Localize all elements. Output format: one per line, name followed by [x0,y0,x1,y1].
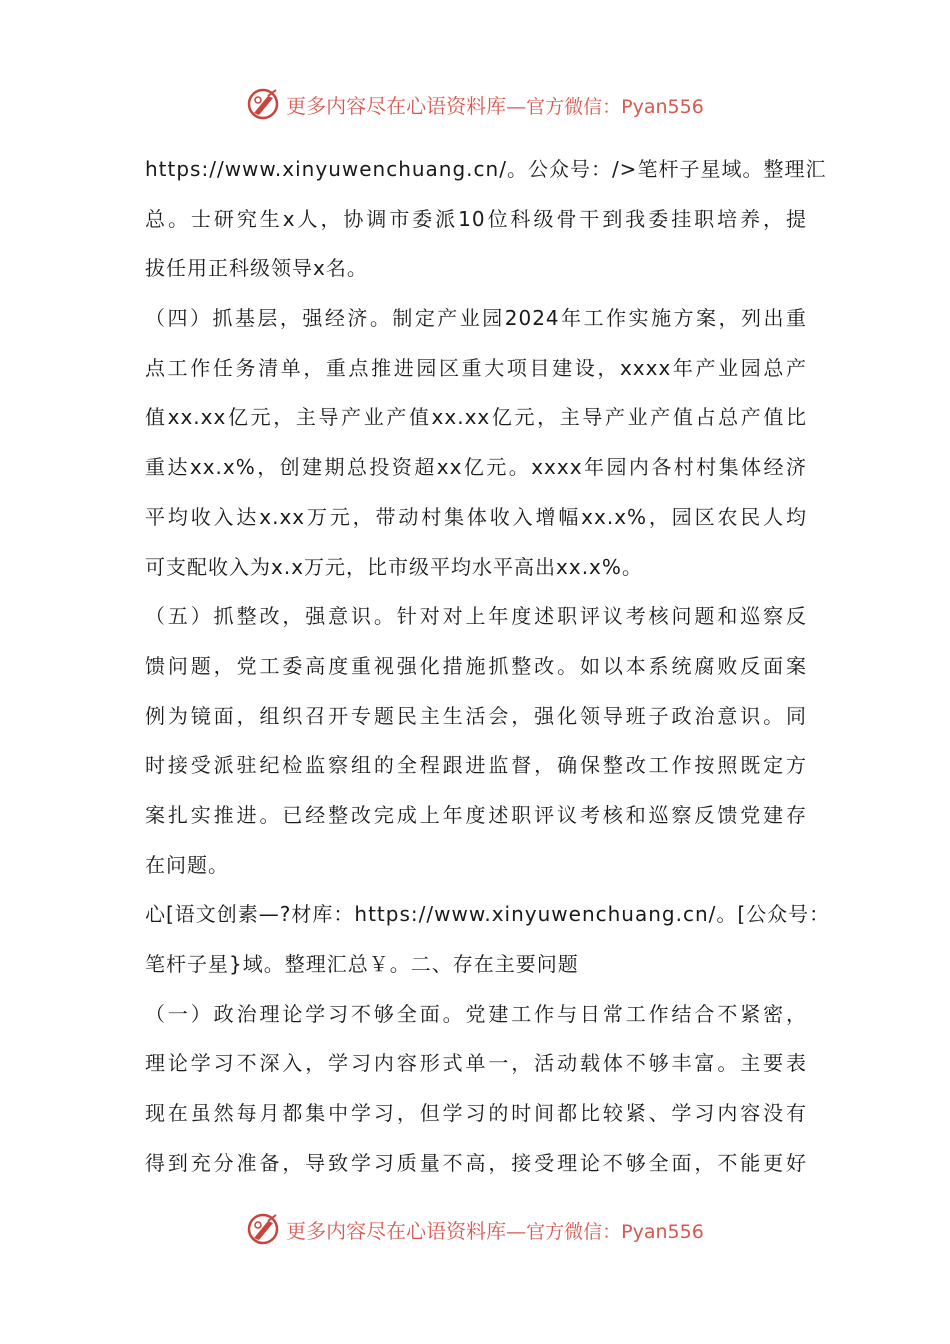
text-line: 时接受派驻纪检监察组的全程跟进监督，确保整改工作按照既定方 [145,753,807,778]
text-line: 理论学习不深入，学习内容形式单一，活动载体不够丰富。主要表 [145,1051,807,1076]
header-banner [0,82,950,126]
text-line: 平均收入达x.xx万元，带动村集体收入增幅xx.x%，园区农民人均 [145,504,807,529]
banner-text [286,90,704,119]
text-line: 值xx.xx亿元，主导产业产值xx.xx亿元，主导产业产值占总产值比 [145,405,807,430]
text-line: 可支配收入为x.x万元，比市级平均水平高出xx.x%。 [145,554,643,579]
footer-banner [0,1207,950,1251]
banner-wechat: 官方微信：Pyan556 [526,1220,704,1243]
text-line: 点工作任务清单，重点推进园区重大项目建设，xxxx年产业园总产 [145,355,807,380]
pen-circle-logo-icon [246,86,282,122]
banner-title: 更多内容尽在心语资料库— [286,93,527,118]
text-line: 重达xx.x%，创建期总投资超xx亿元。xxxx年园内各村村集体经济 [145,455,807,480]
text-line: （一）政治理论学习不够全面。党建工作与日常工作结合不紧密， [145,1001,807,1026]
text-line: 例为镜面，组织召开专题民主生活会，强化领导班子政治意识。同 [145,703,807,728]
document-body [145,145,831,1188]
text-line: （四）抓基层，强经济。制定产业园2024年工作实施方案，列出重 [145,306,807,331]
banner-wechat: 官方微信：Pyan556 [526,95,704,118]
text-line: https://www.xinyuwenchuang.cn/。公众号：/>笔杆子星域。整理汇 [145,157,827,181]
pen-circle-logo-icon [246,1211,282,1247]
text-line: 在问题。 [145,852,229,877]
text-line: 总。士研究生x人，协调市委派10位科级骨干到我委挂职培养，提 [145,206,807,231]
text-line: 馈问题，党工委高度重视强化措施抓整改。如以本系统腐败反面案 [145,653,807,678]
text-line: 现在虽然每月都集中学习，但学习的时间都比较紧、学习内容没有 [145,1101,807,1126]
banner-title: 更多内容尽在心语资料库— [286,1218,527,1243]
text-line: 拔任用正科级领导x名。 [145,256,368,281]
text-line: 笔杆子星}域。整理汇总￥。二、存在主要问题 [145,952,579,976]
text-line: 心[语文创素—?材库：https://www.xinyuwenchuang.cn/。[公众号： [145,902,831,927]
text-line: 案扎实推进。已经整改完成上年度述职评议考核和巡察反馈党建存 [145,802,807,827]
text-line: （五）抓整改，强意识。针对对上年度述职评议考核问题和巡察反 [145,604,807,629]
banner-text [286,1215,704,1244]
text-line: 得到充分准备，导致学习质量不高，接受理论不够全面，不能更好 [145,1150,807,1175]
